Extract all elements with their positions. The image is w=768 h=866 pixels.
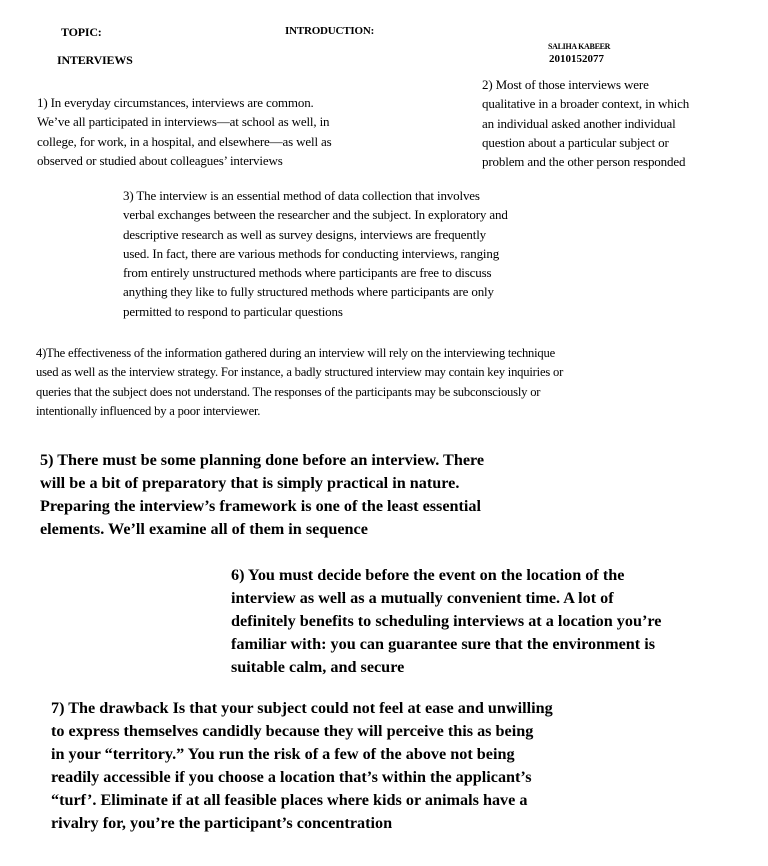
paragraph-line: qualitative in a broader context, in which [482, 96, 690, 112]
paragraph-line: elements. We’ll examine all of them in sequence [40, 520, 368, 538]
paragraph-line: interview as well as a mutually convenient time. A lot of [231, 589, 614, 607]
paragraph-line: queries that the subject does not understand. The responses of the participants may be subconsciously or [36, 384, 541, 399]
author-name: SALIHA KABEER [548, 42, 611, 51]
paragraph-2 [482, 75, 689, 171]
paragraph-6 [231, 564, 661, 679]
paragraph-line: We’ve all participated in interviews—at school as well, in [37, 114, 330, 130]
paragraph-line: descriptive research as well as survey designs, interviews are frequently [123, 226, 487, 242]
paragraph-line: 5) There must be some planning done before an interview. There [40, 451, 485, 469]
paragraph-line: “turf’. Eliminate if at all feasible places where kids or animals have a [51, 791, 528, 809]
topic-value: INTERVIEWS [57, 53, 133, 67]
paragraph-line: rivalry for, you’re the participant’s concentration [51, 814, 393, 832]
section-label: INTRODUCTION: [285, 25, 375, 37]
paragraph-line: 4)The effectiveness of the information gathered during an interview will rely on the interviewing technique [36, 346, 556, 360]
paragraph-line: definitely benefits to scheduling interviews at a location you’re [231, 612, 662, 630]
paragraph-line: in your “territory.” You run the risk of a few of the above not being [51, 745, 515, 763]
paragraph-line: used. In fact, there are various methods for conducting interviews, ranging [123, 245, 500, 261]
paragraph-line: question about a particular subject or [482, 134, 669, 150]
author-id: 2010152077 [549, 53, 604, 65]
paragraph-line: 7) The drawback Is that your subject could not feel at ease and unwilling [51, 699, 553, 717]
paragraph-1 [37, 93, 332, 170]
paragraph-4 [36, 344, 563, 421]
paragraph-line: anything they like to fully structured methods where participants are only [123, 284, 494, 300]
paragraph-7 [51, 697, 553, 835]
paragraph-line: 1) In everyday circumstances, interviews are common. [37, 95, 314, 110]
paragraph-line: 3) The interview is an essential method of data collection that involves [123, 188, 480, 203]
topic-label: TOPIC: [61, 25, 102, 39]
paragraph-line: intentionally influenced by a poor interviewer. [36, 403, 261, 418]
paragraph-line: used as well as the interview strategy. For instance, a badly structured interview may contain key inquiries or [36, 365, 564, 380]
paragraph-line: observed or studied about colleagues’ interviews [37, 152, 283, 168]
paragraph-line: college, for work, in a hospital, and elsewhere—as well as [37, 133, 332, 149]
paragraph-line: 2) Most of those interviews were [482, 77, 649, 92]
paragraph-line: problem and the other person responded [482, 154, 686, 170]
paragraph-line: permitted to respond to particular questions [123, 303, 343, 319]
paragraph-line: will be a bit of preparatory that is simply practical in nature. [40, 474, 460, 492]
paragraph-line: Preparing the interview’s framework is one of the least essential [40, 497, 482, 515]
paragraph-line: readily accessible if you choose a location that’s within the applicant’s [51, 768, 532, 786]
paragraph-5 [40, 449, 484, 541]
paragraph-line: 6) You must decide before the event on the location of the [231, 566, 625, 584]
paragraph-line: to express themselves candidly because they will perceive this as being [51, 722, 534, 740]
paragraph-3 [123, 186, 508, 321]
paragraph-line: familiar with: you can guarantee sure that the environment is [231, 635, 656, 653]
paragraph-line: from entirely unstructured methods where participants are free to discuss [123, 265, 492, 281]
paragraph-line: verbal exchanges between the researcher and the subject. In exploratory and [123, 207, 508, 223]
paragraph-line: an individual asked another individual [482, 115, 676, 131]
paragraph-line: suitable calm, and secure [231, 658, 405, 676]
